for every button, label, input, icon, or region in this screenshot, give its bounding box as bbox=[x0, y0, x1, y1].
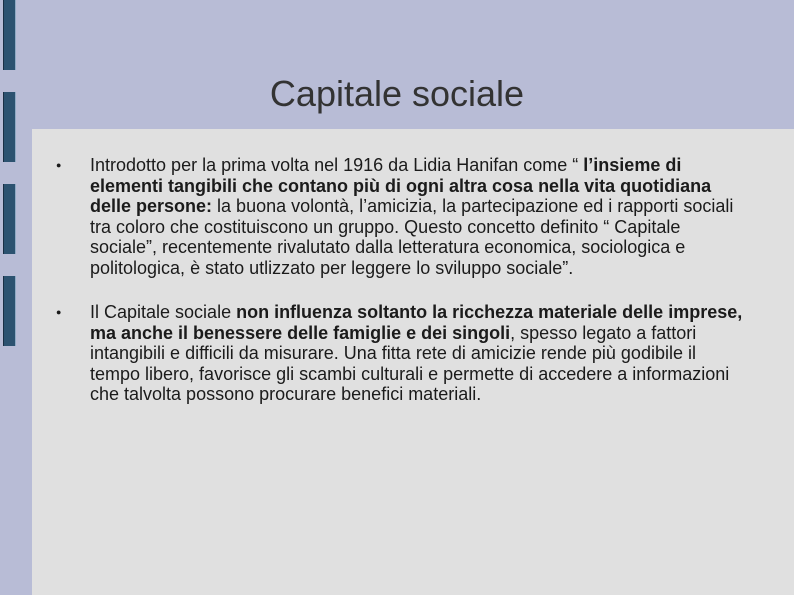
side-bar bbox=[3, 276, 16, 346]
bullet-marker: ● bbox=[56, 160, 62, 170]
bullet-marker: ● bbox=[56, 307, 62, 317]
bullet-text-bold: non influenza soltanto la ricchezza materiale delle imprese, ma anche il benessere delle famiglie e dei singoli bbox=[90, 302, 743, 343]
bullet-text-bold: l’insieme di elementi tangibili che contano più di ogni altra cosa nella vita quotidiana delle persone: bbox=[90, 155, 712, 216]
side-bar bbox=[3, 184, 16, 254]
bullet-text bbox=[90, 302, 742, 404]
bullet-item bbox=[56, 302, 746, 405]
bullet-text-part: , spesso legato a fattori intangibili e difficili da misurare. Una fitta rete di amicizie rende più godibile il tempo libero, favorisce gli scambi culturali e permette di accedere a informazioni che talvolta possono procurare benefici materiali. bbox=[90, 322, 730, 404]
bullet-text bbox=[90, 155, 733, 278]
bullet-list bbox=[56, 155, 746, 405]
slide-title: Capitale sociale bbox=[269, 73, 525, 114]
bullet-item bbox=[56, 155, 746, 278]
bullet-text-part: Il Capitale sociale bbox=[90, 302, 237, 322]
bullet-text-part: Introdotto per la prima volta nel 1916 da Lidia Hanifan come “ bbox=[90, 155, 584, 175]
side-bar bbox=[3, 0, 16, 70]
bullet-text-part: la buona volontà, l’amicizia, la partecipazione ed i rapporti sociali tra coloro che costituiscono un gruppo. Questo concetto definito “ Capitale sociale”, recentemente rivalutato dalla letteratura economica, sociologica e politologica, è stato utlizzato per leggere lo sviluppo sociale”. bbox=[90, 196, 734, 278]
